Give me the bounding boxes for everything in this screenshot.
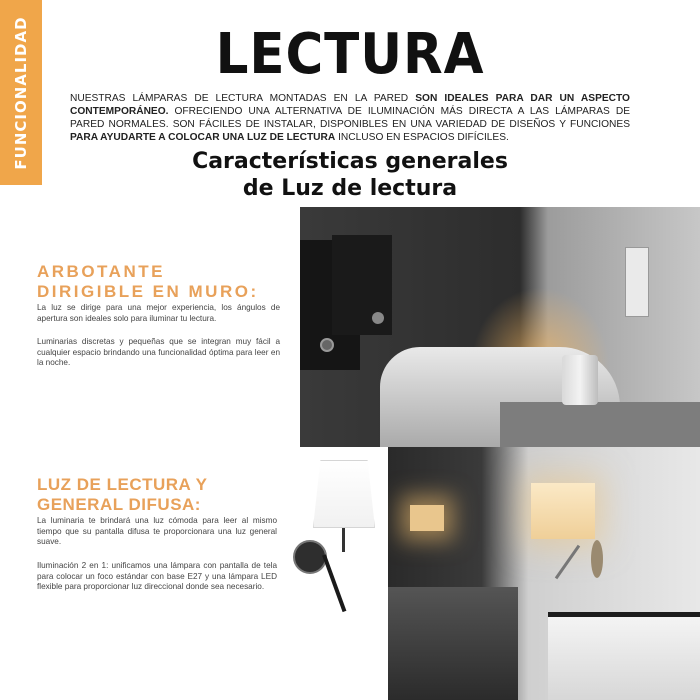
intro-bold: SON IDEALES PARA DAR UN ASPECTO CONTEMPORÁNEO.: [70, 93, 630, 117]
sofa-image: [388, 587, 518, 700]
intro-part: NUESTRAS LÁMPARAS DE LECTURA MONTADAS EN LA PARED: [70, 93, 416, 104]
side-tab-label: FUNCIONALIDAD: [12, 16, 30, 170]
section-1-heading: ARBOTANTE DIRIGIBLE EN MURO:: [37, 262, 259, 301]
intro-paragraph: [70, 92, 630, 144]
subtitle-line-1: Características generales: [192, 149, 508, 174]
section-1-paragraph-2: Luminarias discretas y pequeñas que se integran muy fácil a cualquier espacio brindando una funcionalidad óptima para leer en la noche.: [37, 337, 280, 367]
lamp-plate-image: [591, 540, 603, 578]
lamp-light-image: [410, 505, 444, 531]
lamp-arm-image: [555, 545, 580, 579]
section-2-paragraph-2: Iluminación 2 en 1: unificamos una lámpara con pantalla de tela para colocar un foco estándar con base E27 y una lámpara LED flexible para proporcionar luz direccional donde sea necesario.: [37, 561, 277, 591]
switch-icon: [320, 338, 334, 352]
section-2-heading: LUZ DE LECTURA Y GENERAL DIFUSA:: [37, 475, 208, 514]
led-icon: [372, 312, 384, 324]
flexible-led-arm: [322, 554, 346, 612]
fabric-shade: [313, 460, 375, 528]
intro-part: INCLUSO EN ESPACIOS DIFÍCILES.: [335, 132, 509, 143]
section-2-paragraph-1: La luminaria te brindará una luz cómoda para leer al mismo tiempo que su pantalla difusa te proporcionara una luz general suave.: [37, 516, 277, 546]
wall-reading-lamp-product: [300, 240, 360, 370]
page-title: LECTURA: [215, 22, 485, 87]
section-subtitle: [0, 148, 700, 202]
bed-image: [548, 617, 700, 700]
intro-bold: PARA AYUDARTE A COLOCAR UNA LUZ DE LECTURA: [70, 132, 336, 143]
bedroom-photo-2: [388, 447, 700, 700]
glass-image: [562, 355, 598, 405]
lamp-shade-image: [531, 483, 595, 539]
section-1-paragraph-1: La luz se dirige para una mejor experiencia, los ángulos de apertura son ideales solo para iluminar tu lectura.: [37, 303, 280, 323]
intro-part: OFRECIENDO UNA ALTERNATIVA DE ILUMINACIÓN MÁS DIRECTA A LAS LÁMPARAS DE PARED NORMALES. SON FÁCILES DE INSTALAR, DISPONIBLES EN UNA VARIEDAD DE DISEÑOS Y FUNCIONES: [70, 106, 630, 130]
nightstand-image: [500, 402, 700, 447]
shade-reading-lamp-product: [290, 460, 390, 620]
wall-lamp-image: [625, 247, 649, 317]
subtitle-line-2: de Luz de lectura: [242, 176, 458, 201]
lamp-stem: [342, 528, 345, 552]
